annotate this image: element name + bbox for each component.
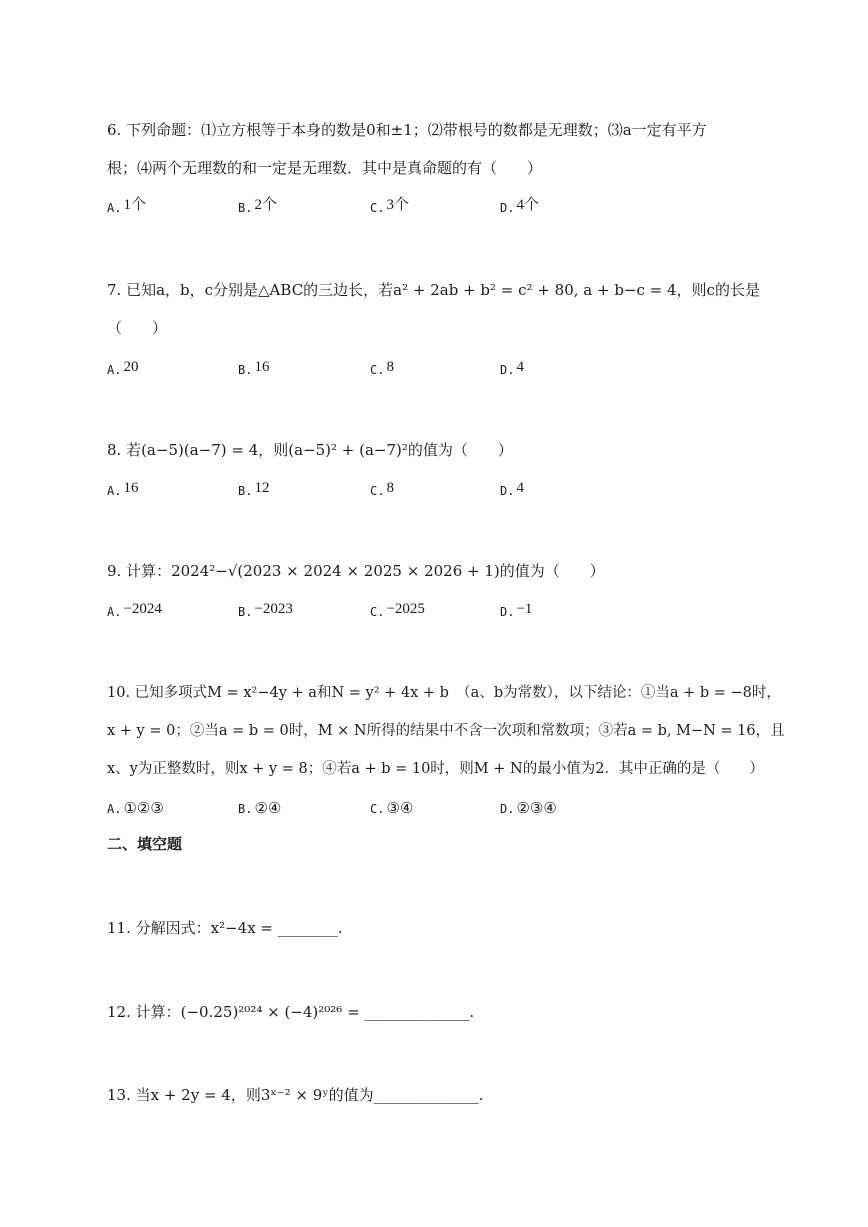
question-6-line-1: 6. 下列命题：⑴立方根等于本身的数是0和±1；⑵带根号的数都是无理数；⑶a一定有平方 [107, 121, 707, 139]
question-6-line-2: 根；⑷两个无理数的和一定是无理数．其中是真命题的有（ ） [107, 159, 543, 177]
section-title: 二、填空题 [107, 835, 183, 853]
option-c: C. 8 [370, 359, 394, 377]
option-d: D. 4 [500, 359, 524, 377]
option-a: A. −2024 [107, 601, 162, 619]
option-c: C. 3个 [370, 197, 409, 215]
option-d: D. −1 [500, 601, 533, 619]
option-b: B. 2个 [238, 197, 277, 215]
option-a: A. 16 [107, 480, 139, 498]
question-7-line-2: （ ） [107, 319, 168, 337]
option-c: C. ③④ [370, 801, 414, 817]
question-8-line-1: 8. 若(a−5)(a−7) = 4，则(a−5)² + (a−7)²的值为（ ） [107, 441, 513, 459]
option-a: A. 20 [107, 359, 139, 377]
option-d: D. 4 [500, 480, 524, 498]
question-11: 11. 分解因式：x²−4x = ________. [107, 919, 343, 937]
option-b: B. −2023 [238, 601, 293, 619]
option-b: B. 12 [238, 480, 270, 498]
question-9-line-1: 9. 计算：2024²−√(2023 × 2024 × 2025 × 2026 + 1)的值为（ ） [107, 562, 605, 580]
option-a: A. 1个 [107, 197, 146, 215]
question-10-line-2: x + y = 0；②当a = b = 0时，M × N所得的结果中不含一次项和常数项；③若a = b, M−N = 16，且 [107, 723, 785, 739]
question-7-line-1: 7. 已知a，b，c分别是△ABC的三边长，若a² + 2ab + b² = c² + 80, a + b−c = 4，则c的长是 [107, 281, 760, 299]
option-a: A. ①②③ [107, 801, 164, 817]
question-10-line-1: 10. 已知多项式M = x²−4y + a和N = y² + 4x + b （a、b为常数），以下结论：①当a + b = −8时， [107, 685, 781, 701]
question-12: 12. 计算：(−0.25)²⁰²⁴ × (−4)²⁰²⁶ = ______________. [107, 1003, 475, 1021]
option-b: B. 16 [238, 359, 270, 377]
question-10-line-3: x、y为正整数时，则x + y = 8；④若a + b = 10时，则M + N的最小值为2．其中正确的是（ ） [107, 761, 764, 777]
option-d: D. ②③④ [500, 801, 557, 817]
option-c: C. −2025 [370, 601, 425, 619]
option-d: D. 4个 [500, 197, 539, 215]
option-c: C. 8 [370, 480, 394, 498]
question-13: 13. 当x + 2y = 4，则3ˣ⁻² × 9ʸ的值为______________. [107, 1086, 484, 1104]
option-b: B. ②④ [238, 801, 282, 817]
